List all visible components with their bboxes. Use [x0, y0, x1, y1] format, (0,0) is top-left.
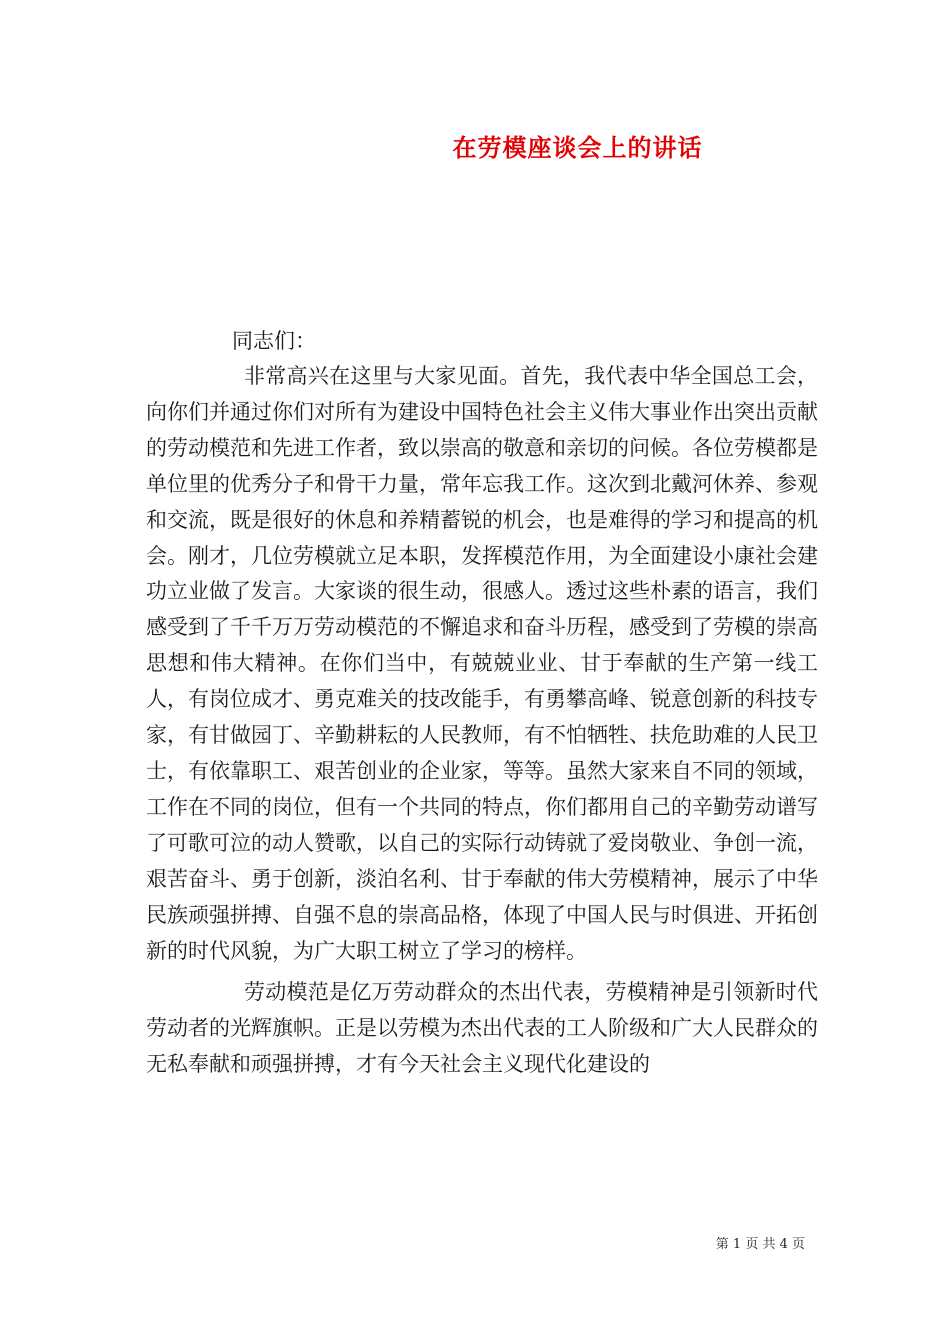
salutation: 同志们：: [232, 329, 316, 353]
paragraph-2: 劳动模范是亿万劳动群众的杰出代表，劳模精神是引领新时代劳动者的光辉旗帜。正是以劳模为杰出代表的工人阶级和广大人民群众的无私奉献和顽强拼搏，才有今天社会主义现代化建设的: [146, 980, 818, 1077]
document-body: [146, 323, 818, 1083]
page-number-footer: 第 1 页 共 4 页: [715, 1237, 805, 1252]
document-title: 在劳模座谈会上的讲话: [452, 133, 703, 162]
paragraph-1: 非常高兴在这里与大家见面。首先，我代表中华全国总工会，向你们并通过你们对所有为建设中国特色社会主义伟大事业作出突出贡献的劳动模范和先进工作者，致以崇高的敬意和亲切的问候。各位劳模都是单位里的优秀分子和骨干力量，常年忘我工作。这次到北戴河休养、参观和交流，既是很好的休息和养精蓄锐的机会，也是难得的学习和提高的机会。刚才，几位劳模就立足本职，发挥模范作用，为全面建设小康社会建功立业做了发言。大家谈的很生动，很感人。透过这些朴素的语言，我们感受到了千千万万劳动模范的不懈追求和奋斗历程，感受到了劳模的崇高思想和伟大精神。在你们当中，有兢兢业业、甘于奉献的生产第一线工人，有岗位成才、勇克难关的技改能手，有勇攀高峰、锐意创新的科技专家，有甘做园丁、辛勤耕耘的人民教师，有不怕牺牲、扶危助难的人民卫士，有依靠职工、艰苦创业的企业家，等等。虽然大家来自不同的领域，工作在不同的岗位，但有一个共同的特点，你们都用自己的辛勤劳动谱写了可歌可泣的动人赞歌，以自己的实际行动铸就了爱岗敬业、争创一流，艰苦奋斗、勇于创新，淡泊名利、甘于奉献的伟大劳模精神，展示了中华民族顽强拼搏、自强不息的崇高品格，体现了中国人民与时俱进、开拓创新的时代风貌，为广大职工树立了学习的榜样。: [146, 364, 818, 963]
